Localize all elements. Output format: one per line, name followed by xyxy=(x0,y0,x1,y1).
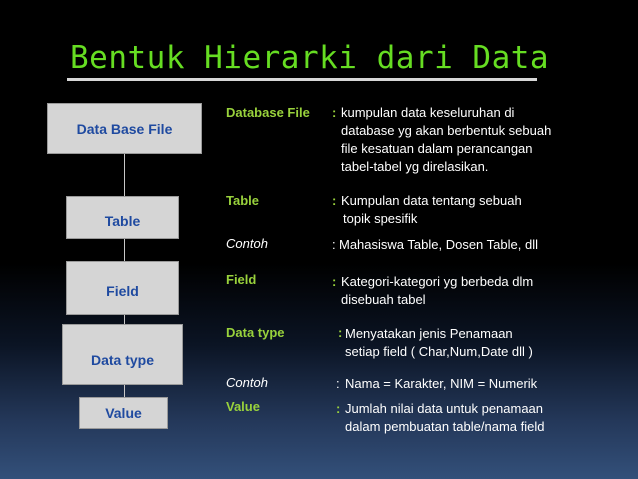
definition-colon: : xyxy=(332,274,337,289)
slide-title: Bentuk Hierarki dari Data xyxy=(70,40,550,76)
definition-colon: : xyxy=(336,401,341,416)
node-table: Table xyxy=(66,196,179,239)
definition-line: Jumlah nilai data untuk penamaan xyxy=(345,401,544,416)
definition-line: Kategori-kategori yg berbeda dlm xyxy=(341,274,534,289)
definition-colon: : xyxy=(332,237,336,252)
connector-line xyxy=(124,153,125,196)
definition-line: setiap field ( Char,Num,Date dll ) xyxy=(345,344,533,359)
definition-line: dalam pembuatan table/nama field xyxy=(345,419,545,434)
definition-line: topik spesifik xyxy=(343,211,418,226)
definition-term: Database File xyxy=(226,105,310,120)
title-underline xyxy=(67,78,537,81)
definition-line: Menyatakan jenis Penamaan xyxy=(345,326,513,341)
definition-line: Mahasiswa Table, Dosen Table, dll xyxy=(339,237,538,252)
definition-term: Field xyxy=(226,272,257,287)
definition-term: Table xyxy=(226,193,259,208)
definition-term: Contoh xyxy=(226,236,268,251)
node-data-type: Data type xyxy=(62,324,183,385)
node-value: Value xyxy=(79,397,168,429)
definition-line: Nama = Karakter, NIM = Numerik xyxy=(345,376,538,391)
connector-line xyxy=(124,314,125,324)
definition-line: disebuah tabel xyxy=(341,292,426,307)
node-database-file: Data Base File xyxy=(47,103,202,154)
definition-line: kumpulan data keseluruhan di xyxy=(341,105,515,120)
definition-line: database yg akan berbentuk sebuah xyxy=(341,123,552,138)
definition-colon: : xyxy=(332,193,337,208)
connector-line xyxy=(124,384,125,397)
definition-colon: : xyxy=(336,376,340,391)
definition-line: tabel-tabel yg direlasikan. xyxy=(341,159,489,174)
definition-colon: : xyxy=(332,105,337,120)
definition-term: Contoh xyxy=(226,375,268,390)
definition-colon: : xyxy=(338,325,343,340)
connector-line xyxy=(124,238,125,262)
node-field: Field xyxy=(66,261,179,315)
definition-line: Kumpulan data tentang sebuah xyxy=(341,193,522,208)
definition-term: Data type xyxy=(226,325,285,340)
definition-line: file kesatuan dalam perancangan xyxy=(341,141,533,156)
definition-term: Value xyxy=(226,399,260,414)
